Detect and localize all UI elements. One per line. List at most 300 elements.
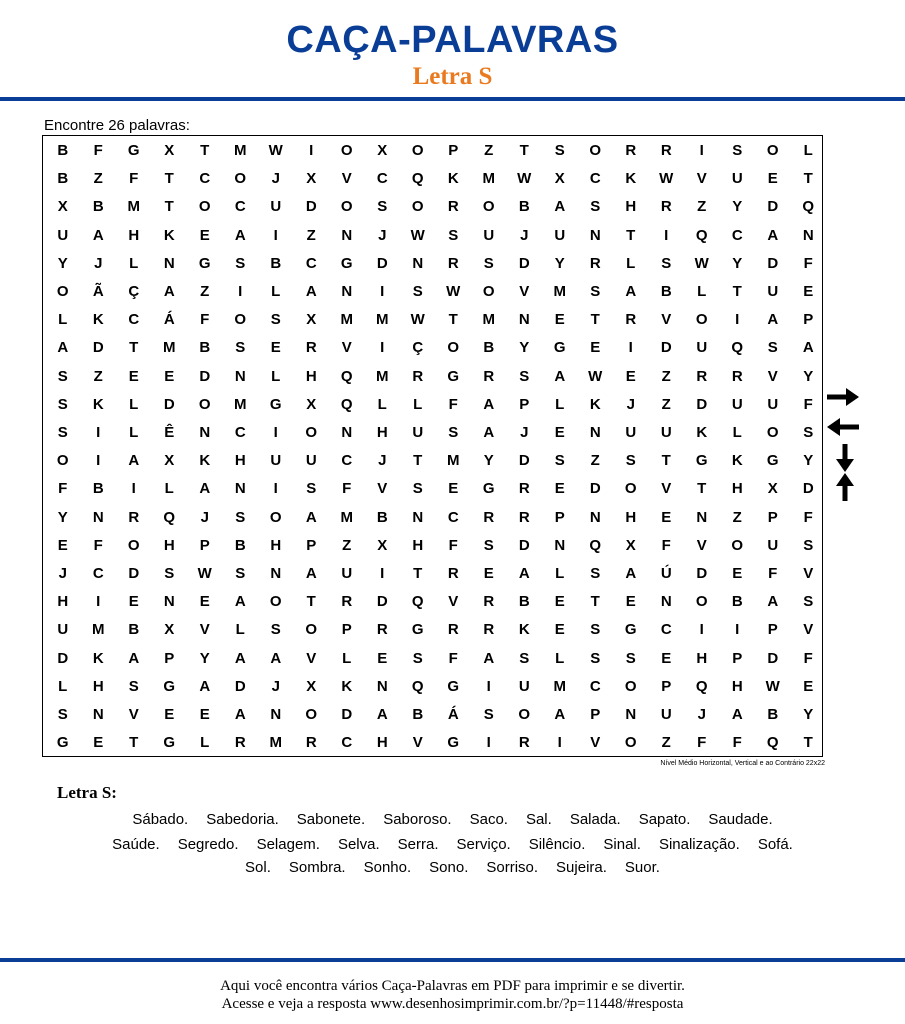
grid-letter: V	[661, 311, 672, 329]
grid-letter: I	[664, 226, 669, 244]
grid-letter: L	[697, 283, 707, 300]
grid-letter: S	[235, 339, 246, 357]
grid-letter: A	[270, 649, 282, 667]
grid-letter: Y	[803, 706, 814, 723]
grid-letter: A	[554, 198, 566, 216]
grid-letter: C	[92, 565, 104, 582]
grid-letter: L	[271, 283, 281, 300]
grid-letter: E	[590, 339, 601, 357]
grid-letter: Z	[93, 170, 103, 188]
grid-letter: S	[235, 565, 246, 582]
grid-letter: S	[235, 254, 246, 272]
grid-letter: S	[128, 677, 139, 695]
grid-letter: E	[554, 480, 565, 498]
grid-letter: S	[270, 621, 281, 639]
grid-letter: K	[447, 170, 459, 188]
grid-letter: A	[483, 424, 495, 441]
grid-letter: E	[661, 508, 672, 526]
grid-letter: M	[234, 395, 247, 413]
grid-letter: V	[341, 170, 352, 188]
grid-letter: T	[200, 142, 210, 159]
grid-letter: F	[448, 649, 458, 667]
word-item: Suor.	[624, 859, 660, 876]
grid-letter: I	[486, 677, 491, 695]
grid-letter: N	[625, 706, 637, 723]
grid-letter: E	[661, 649, 672, 667]
grid-letter: S	[519, 649, 530, 667]
grid-letter: H	[696, 649, 708, 667]
grid-letter: E	[483, 565, 494, 582]
grid-letter: H	[128, 226, 140, 244]
grid-letter: S	[483, 536, 494, 554]
grid-row	[43, 250, 822, 278]
grid-letter: A	[199, 677, 211, 695]
grid-letter: H	[270, 536, 282, 554]
grid-letter: I	[699, 142, 704, 159]
grid-letter: F	[93, 536, 103, 554]
grid-letter: Q	[411, 593, 424, 611]
grid-letter: G	[695, 452, 708, 470]
grid-letter: O	[56, 452, 69, 470]
grid-letter: H	[625, 508, 637, 526]
grid-letter: R	[483, 508, 495, 526]
grid-letter: X	[306, 677, 317, 695]
grid-letter: F	[448, 536, 458, 554]
grid-letter: D	[589, 480, 601, 498]
grid-letter: X	[625, 536, 636, 554]
grid-letter: I	[557, 734, 562, 752]
grid-letter: B	[518, 593, 530, 611]
grid-letter: H	[412, 536, 424, 554]
grid-letter: C	[731, 226, 743, 244]
grid-letter: S	[483, 706, 494, 723]
grid-letter: M	[234, 142, 247, 159]
grid-letter: B	[483, 339, 495, 357]
grid-letter: V	[448, 593, 459, 611]
grid-letter: C	[589, 677, 601, 695]
grid-letter: I	[380, 283, 385, 300]
grid-letter: R	[447, 254, 459, 272]
grid-letter: O	[234, 311, 247, 329]
grid-letter: R	[589, 254, 601, 272]
grid-letter: L	[377, 395, 387, 413]
grid-letter: O	[411, 198, 424, 216]
grid-letter: W	[517, 170, 532, 188]
grid-letter: T	[448, 311, 458, 329]
grid-letter: S	[590, 565, 601, 582]
grid-letter: O	[695, 593, 708, 611]
arrow-left-icon	[826, 418, 860, 436]
grid-letter: B	[234, 536, 246, 554]
grid-row	[43, 278, 822, 306]
grid-letter: F	[803, 508, 813, 526]
grid-letter: F	[93, 142, 103, 159]
grid-letter: E	[554, 424, 565, 441]
grid-letter: S	[590, 649, 601, 667]
grid-letter: D	[128, 565, 140, 582]
grid-letter: S	[412, 480, 423, 498]
word-item: Saco.	[469, 811, 508, 828]
grid-letter: Z	[484, 142, 494, 159]
grid-letter: N	[234, 367, 246, 385]
grid-letter: E	[128, 593, 139, 611]
grid-letter: A	[305, 565, 317, 582]
grid-letter: P	[164, 649, 175, 667]
grid-letter: U	[341, 565, 353, 582]
grid-letter: U	[483, 226, 495, 244]
grid-letter: S	[270, 311, 281, 329]
grid-letter: N	[270, 706, 282, 723]
arrow-right-icon	[826, 388, 860, 406]
grid-letter: W	[410, 311, 425, 329]
grid-letter: R	[305, 734, 317, 752]
grid-letter: E	[164, 706, 175, 723]
grid-letter: W	[588, 367, 603, 385]
grid-row	[43, 419, 822, 447]
grid-letter: K	[625, 170, 637, 188]
grid-row	[43, 532, 822, 560]
word-item: Sonho.	[363, 859, 412, 876]
word-item: Sapato.	[638, 811, 691, 828]
grid-letter: Z	[661, 367, 671, 385]
grid-letter: A	[731, 706, 743, 723]
grid-letter: N	[199, 424, 211, 441]
grid-letter: S	[625, 649, 636, 667]
grid-letter: G	[553, 339, 566, 357]
grid-letter: P	[732, 649, 743, 667]
grid-letter: E	[554, 593, 565, 611]
grid-letter: I	[735, 311, 740, 329]
grid-letter: T	[129, 734, 139, 752]
grid-letter: B	[57, 142, 69, 159]
grid-letter: P	[341, 621, 352, 639]
grid-letter: Z	[342, 536, 352, 554]
grid-letter: A	[767, 226, 779, 244]
grid-letter: N	[589, 226, 601, 244]
grid-letter: Z	[590, 452, 600, 470]
grid-letter: O	[447, 339, 460, 357]
grid-letter: Z	[661, 734, 671, 752]
grid-letter: R	[483, 593, 495, 611]
grid-letter: Y	[803, 367, 814, 385]
grid-letter: C	[234, 198, 246, 216]
grid-letter: A	[128, 649, 140, 667]
grid-letter: U	[767, 283, 779, 300]
grid-letter: P	[448, 142, 459, 159]
grid-letter: L	[129, 424, 139, 441]
grid-letter: N	[554, 536, 566, 554]
grid-letter: R	[128, 508, 140, 526]
grid-letter: J	[520, 226, 529, 244]
grid-letter: Ã	[92, 283, 104, 300]
grid-letter: P	[306, 536, 317, 554]
grid-letter: C	[305, 254, 317, 272]
grid-letter: C	[341, 734, 353, 752]
grid-letter: P	[199, 536, 210, 554]
grid-letter: R	[518, 508, 530, 526]
grid-letter: M	[340, 508, 353, 526]
grid-letter: Q	[589, 536, 602, 554]
word-item: Sabedoria.	[206, 811, 279, 828]
grid-letter: Q	[340, 367, 353, 385]
grid-letter: E	[803, 677, 814, 695]
grid-letter: B	[660, 283, 672, 300]
grid-letter: D	[92, 339, 104, 357]
grid-letter: Y	[483, 452, 494, 470]
grid-letter: D	[376, 254, 388, 272]
grid-letter: Á	[447, 706, 459, 723]
grid-letter: A	[163, 283, 175, 300]
grid-letter: Y	[732, 254, 743, 272]
grid-letter: Z	[93, 367, 103, 385]
grid-letter: J	[58, 565, 67, 582]
grid-letter: M	[482, 170, 495, 188]
grid-letter: Y	[519, 339, 530, 357]
grid-letter: L	[413, 395, 423, 413]
grid-letter: X	[164, 452, 175, 470]
grid-letter: A	[199, 480, 211, 498]
grid-letter: J	[271, 170, 280, 188]
grid-row	[43, 193, 822, 221]
grid-letter: T	[803, 734, 813, 752]
grid-letter: E	[128, 367, 139, 385]
grid-row	[43, 673, 822, 701]
grid-letter: G	[447, 734, 460, 752]
grid-letter: A	[625, 283, 637, 300]
word-item: Sinalização.	[658, 836, 740, 853]
grid-letter: I	[380, 339, 385, 357]
word-item: Sol.	[245, 859, 271, 876]
grid-letter: G	[447, 367, 460, 385]
grid-letter: B	[128, 621, 140, 639]
grid-letter: J	[271, 677, 280, 695]
grid-row	[43, 560, 822, 588]
grid-letter: B	[731, 593, 743, 611]
grid-letter: Z	[200, 283, 210, 300]
grid-letter: I	[96, 452, 101, 470]
grid-letter: F	[342, 480, 352, 498]
grid-letter: N	[163, 593, 175, 611]
grid-letter: M	[482, 311, 495, 329]
grid-letter: K	[199, 452, 211, 470]
grid-letter: U	[57, 226, 69, 244]
grid-letter: M	[340, 311, 353, 329]
grid-letter: Y	[57, 254, 68, 272]
grid-letter: I	[628, 339, 633, 357]
grid-letter: F	[732, 734, 742, 752]
grid-letter: T	[661, 452, 671, 470]
grid-letter: S	[412, 283, 423, 300]
grid-letter: U	[767, 536, 779, 554]
grid-letter: V	[767, 367, 778, 385]
grid-letter: M	[447, 452, 460, 470]
grid-letter: U	[696, 339, 708, 357]
grid-letter: S	[306, 480, 317, 498]
grid-letter: Ç	[128, 283, 140, 300]
grid-letter: N	[270, 565, 282, 582]
grid-letter: W	[446, 283, 461, 300]
grid-letter: A	[483, 649, 495, 667]
grid-letter: F	[200, 311, 210, 329]
grid-letter: N	[518, 311, 530, 329]
word-item: Sal.	[525, 811, 552, 828]
grid-letter: A	[234, 706, 246, 723]
grid-letter: T	[164, 198, 174, 216]
grid-letter: T	[803, 170, 813, 188]
grid-letter: A	[305, 283, 317, 300]
grid-letter: J	[378, 226, 387, 244]
grid-letter: V	[341, 339, 352, 357]
grid-letter: R	[731, 367, 743, 385]
grid-row	[43, 701, 822, 729]
grid-letter: O	[127, 536, 140, 554]
grid-letter: T	[413, 565, 423, 582]
grid-letter: T	[590, 311, 600, 329]
grid-letter: Á	[163, 311, 175, 329]
word-search-grid	[42, 135, 823, 757]
grid-letter: M	[163, 339, 176, 357]
grid-letter: L	[235, 621, 245, 639]
grid-letter: F	[129, 170, 139, 188]
grid-letter: Q	[802, 198, 815, 216]
grid-letter: R	[625, 142, 637, 159]
grid-letter: Q	[766, 734, 779, 752]
grid-letter: Q	[731, 339, 744, 357]
grid-letter: K	[518, 621, 530, 639]
grid-letter: O	[624, 734, 637, 752]
grid-letter: E	[93, 734, 104, 752]
grid-letter: F	[58, 480, 68, 498]
grid-letter: C	[341, 452, 353, 470]
grid-row	[43, 504, 822, 532]
grid-letter: S	[483, 254, 494, 272]
grid-letter: C	[128, 311, 140, 329]
word-item: Serra.	[397, 836, 439, 853]
grid-letter: R	[447, 198, 459, 216]
grid-letter: H	[376, 424, 388, 441]
grid-letter: U	[518, 677, 530, 695]
word-item: Sono.	[429, 859, 469, 876]
grid-letter: X	[57, 198, 68, 216]
grid-letter: S	[235, 508, 246, 526]
footer-divider	[0, 958, 905, 962]
word-item: Sofá.	[757, 836, 793, 853]
grid-letter: L	[555, 649, 565, 667]
grid-letter: A	[305, 508, 317, 526]
grid-letter: I	[273, 424, 278, 441]
grid-letter: H	[163, 536, 175, 554]
grid-letter: D	[199, 367, 211, 385]
grid-letter: E	[554, 311, 565, 329]
grid-letter: L	[626, 254, 636, 272]
grid-letter: H	[731, 480, 743, 498]
grid-letter: L	[803, 142, 813, 159]
grid-letter: A	[234, 593, 246, 611]
arrow-down-icon	[836, 443, 854, 473]
grid-letter: P	[803, 311, 814, 329]
grid-letter: G	[127, 142, 140, 159]
grid-letter: E	[448, 480, 459, 498]
grid-letter: E	[57, 536, 68, 554]
grid-letter: H	[92, 677, 104, 695]
grid-letter: N	[802, 226, 814, 244]
grid-letter: U	[731, 395, 743, 413]
grid-letter: S	[767, 339, 778, 357]
grid-letter: V	[199, 621, 210, 639]
grid-letter: O	[340, 142, 353, 159]
grid-letter: F	[803, 395, 813, 413]
grid-letter: R	[518, 480, 530, 498]
grid-letter: Q	[163, 508, 176, 526]
grid-letter: E	[377, 649, 388, 667]
grid-letter: R	[483, 621, 495, 639]
grid-letter: Q	[695, 226, 708, 244]
grid-letter: S	[57, 424, 68, 441]
grid-letter: N	[341, 226, 353, 244]
grid-letter: D	[518, 254, 530, 272]
grid-letter: O	[482, 283, 495, 300]
grid-letter: S	[448, 226, 459, 244]
grid-letter: V	[661, 480, 672, 498]
grid-letter: R	[234, 734, 246, 752]
word-item: Silêncio.	[528, 836, 586, 853]
grid-letter: L	[164, 480, 174, 498]
grid-letter: N	[341, 283, 353, 300]
grid-letter: I	[96, 424, 101, 441]
grid-letter: O	[305, 621, 318, 639]
grid-letter: N	[696, 508, 708, 526]
grid-letter: L	[129, 395, 139, 413]
grid-letter: V	[696, 536, 707, 554]
grid-letter: I	[735, 621, 740, 639]
grid-letter: N	[412, 254, 424, 272]
grid-letter: N	[92, 508, 104, 526]
grid-letter: N	[376, 677, 388, 695]
grid-letter: C	[376, 170, 388, 188]
grid-letter: U	[767, 395, 779, 413]
grid-letter: S	[412, 649, 423, 667]
grid-letter: D	[163, 395, 175, 413]
grid-letter: E	[732, 565, 743, 582]
word-item: Sinal.	[603, 836, 641, 853]
grid-letter: V	[803, 565, 814, 582]
grid-letter: K	[731, 452, 743, 470]
grid-letter: P	[767, 621, 778, 639]
grid-letter: N	[92, 706, 104, 723]
grid-letter: S	[554, 142, 565, 159]
grid-letter: M	[376, 367, 389, 385]
grid-letter: T	[129, 339, 139, 357]
grid-letter: J	[94, 254, 103, 272]
grid-letter: M	[127, 198, 140, 216]
grid-letter: B	[92, 198, 104, 216]
grid-letter: M	[553, 677, 566, 695]
grid-letter: L	[342, 649, 352, 667]
grid-letter: Ú	[660, 565, 672, 582]
grid-letter: S	[164, 565, 175, 582]
grid-letter: Y	[199, 649, 210, 667]
grid-letter: P	[767, 508, 778, 526]
grid-row	[43, 645, 822, 673]
grid-row	[43, 475, 822, 503]
grid-letter: A	[767, 311, 779, 329]
grid-letter: T	[732, 283, 742, 300]
grid-letter: B	[270, 254, 282, 272]
grid-letter: K	[92, 395, 104, 413]
grid-letter: P	[519, 395, 530, 413]
grid-letter: E	[164, 367, 175, 385]
grid-letter: B	[92, 480, 104, 498]
